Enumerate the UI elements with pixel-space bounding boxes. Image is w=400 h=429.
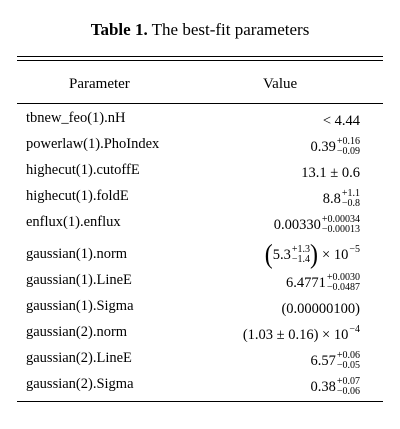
table-row <box>0 296 400 322</box>
table-row <box>0 212 400 238</box>
table-row <box>0 240 400 270</box>
error-plus: +0.06 <box>336 350 360 361</box>
value-text: < 4.44 <box>322 112 360 129</box>
value-base: 0.39 <box>310 138 336 155</box>
error-minus: −0.0487 <box>326 282 360 293</box>
error-plus: +0.16 <box>336 136 360 147</box>
asymmetric-errors <box>322 215 360 235</box>
error-minus: −0.05 <box>336 360 360 371</box>
param-name: gaussian(2).LineE <box>26 350 132 366</box>
error-plus: +0.0030 <box>326 272 360 283</box>
asymmetric-errors <box>327 273 360 293</box>
value-text: 13.1 ± 0.6 <box>301 164 360 181</box>
asymmetric-errors <box>292 245 310 265</box>
column-header-value: Value <box>263 76 298 92</box>
table-row <box>0 322 400 348</box>
top-rule-1 <box>17 56 383 57</box>
table-row <box>0 134 400 160</box>
param-name: gaussian(2).Sigma <box>26 376 134 392</box>
value-base: 6.4771 <box>285 274 326 291</box>
param-name: enflux(1).enflux <box>26 214 121 230</box>
param-value <box>310 134 360 160</box>
bottom-rule <box>17 401 383 402</box>
param-name: highecut(1).foldE <box>26 188 129 204</box>
value-exponent: −5 <box>349 243 360 255</box>
table-caption <box>0 20 400 40</box>
value-times: × 10 <box>322 246 349 263</box>
asymmetric-errors <box>337 377 360 397</box>
value-base: 5.3 <box>272 246 291 263</box>
error-plus: +0.07 <box>336 376 360 387</box>
error-minus: −0.06 <box>336 386 360 397</box>
left-paren: ( <box>264 240 273 270</box>
param-value <box>274 212 360 238</box>
param-value <box>243 322 360 348</box>
param-value <box>281 296 360 322</box>
param-name: powerlaw(1).PhoIndex <box>26 136 160 152</box>
param-name: gaussian(1).LineE <box>26 272 132 288</box>
asymmetric-errors <box>337 351 360 371</box>
param-name: tbnew_feo(1).nH <box>26 110 126 126</box>
right-paren: ) <box>310 240 319 270</box>
param-name: gaussian(1).Sigma <box>26 298 134 314</box>
caption-text: The best-fit parameters <box>151 20 310 39</box>
error-plus: +0.00034 <box>321 214 360 225</box>
value-base: 0.00330 <box>273 216 321 233</box>
error-plus: +1.3 <box>291 244 311 255</box>
value-text: (0.00000100) <box>281 300 360 317</box>
table-row <box>0 348 400 374</box>
error-minus: −0.00013 <box>321 224 360 235</box>
error-minus: −1.4 <box>291 254 311 265</box>
caption-label: Table 1. <box>90 20 148 39</box>
param-value <box>265 240 360 270</box>
value-base: 8.8 <box>322 190 341 207</box>
error-minus: −0.09 <box>336 146 360 157</box>
table-row <box>0 270 400 296</box>
asymmetric-errors <box>337 137 360 157</box>
table-row <box>0 374 400 400</box>
param-value <box>286 270 360 296</box>
value-base: 6.57 <box>310 352 336 369</box>
param-value <box>323 186 360 212</box>
top-rule-2 <box>17 60 383 61</box>
table-row <box>0 186 400 212</box>
param-value <box>310 348 360 374</box>
value-base: 0.38 <box>310 378 336 395</box>
param-value <box>301 160 360 186</box>
error-minus: −0.8 <box>341 198 360 209</box>
param-value <box>323 108 360 134</box>
value-exponent: −4 <box>349 323 360 335</box>
error-plus: +1.1 <box>341 188 360 199</box>
table-row <box>0 160 400 186</box>
param-name: highecut(1).cutoffE <box>26 162 140 178</box>
param-name: gaussian(1).norm <box>26 246 128 262</box>
value-text: (1.03 ± 0.16) × 10 <box>242 326 349 343</box>
table-row <box>0 108 400 134</box>
column-header-parameter: Parameter <box>69 76 130 92</box>
asymmetric-errors <box>342 189 360 209</box>
header-rule <box>17 103 383 104</box>
param-value <box>310 374 360 400</box>
param-name: gaussian(2).norm <box>26 324 128 340</box>
